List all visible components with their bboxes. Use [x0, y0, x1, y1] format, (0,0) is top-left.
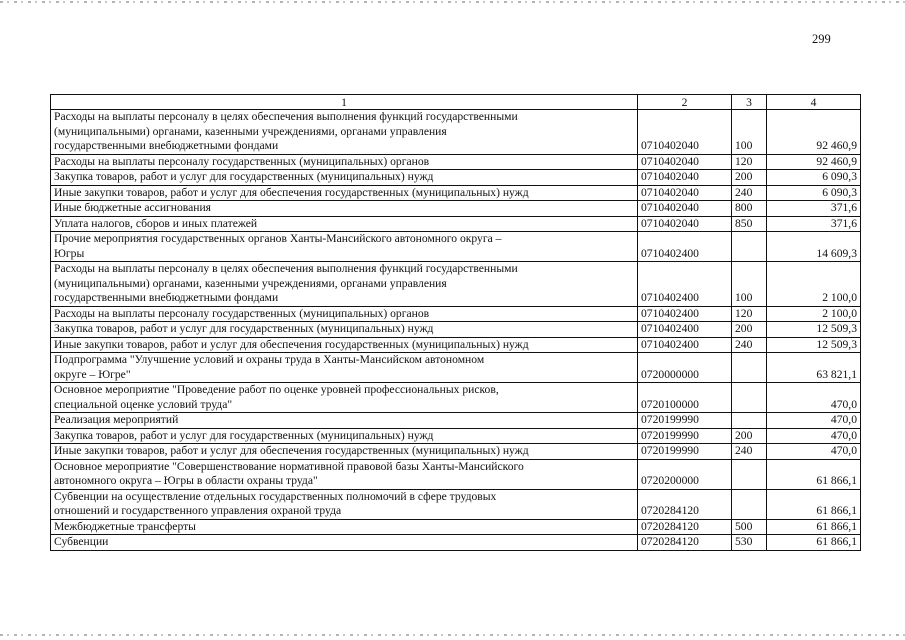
table-row [51, 353, 861, 383]
row-name-line: Реализация мероприятий [54, 413, 179, 426]
row-code: 0720284120 [638, 519, 732, 535]
row-amount: 12 509,3 [767, 322, 861, 338]
row-code: 0720200000 [638, 459, 732, 489]
row-name-line: Прочие мероприятия государственных органов Ханты-Мансийского автономного округа – [54, 232, 502, 245]
row-name [51, 110, 638, 155]
row-name-line: Иные бюджетные ассигнования [54, 201, 211, 214]
row-name-line: Иные закупки товаров, работ и услуг для обеспечения государственных (муниципальных) нужд [54, 185, 529, 199]
row-name-line: Иные закупки товаров, работ и услуг для обеспечения государственных (муниципальных) нужд [54, 337, 529, 351]
table-row [51, 428, 861, 444]
row-type: 530 [732, 535, 767, 551]
row-amount: 2 100,0 [767, 306, 861, 322]
row-amount: 371,6 [767, 201, 861, 217]
row-type: 240 [732, 444, 767, 460]
row-amount: 63 821,1 [767, 353, 861, 383]
row-name-line: округе – Югре" [54, 367, 131, 381]
row-code: 0720100000 [638, 383, 732, 413]
row-name-line: Субвенции на осуществление отдельных государственных полномочий в сфере трудовых [54, 489, 497, 503]
row-name [51, 154, 638, 170]
row-type [732, 353, 767, 383]
row-amount: 92 460,9 [767, 110, 861, 155]
row-name [51, 353, 638, 383]
row-code: 0720000000 [638, 353, 732, 383]
table-row [51, 519, 861, 535]
row-name [51, 216, 638, 232]
row-name [51, 337, 638, 353]
row-type: 240 [732, 337, 767, 353]
row-type [732, 232, 767, 262]
page-number: 299 [812, 32, 831, 46]
row-name [51, 201, 638, 217]
row-name [51, 444, 638, 460]
row-code: 0720199990 [638, 428, 732, 444]
table-row [51, 413, 861, 429]
row-amount: 470,0 [767, 413, 861, 429]
header-col-name: 1 [51, 95, 638, 110]
row-name-line: Закупка товаров, работ и услуг для государственных (муниципальных) нужд [54, 322, 434, 335]
row-type: 100 [732, 262, 767, 307]
row-name-line: Расходы на выплаты персоналу государственных (муниципальных) органов [54, 154, 430, 168]
table-row [51, 216, 861, 232]
row-name-line: Уплата налогов, сборов и иных платежей [54, 216, 258, 230]
row-amount: 61 866,1 [767, 459, 861, 489]
row-name-line: государственными внебюджетными фондами [54, 291, 279, 304]
table-row [51, 170, 861, 186]
row-amount: 61 866,1 [767, 489, 861, 519]
row-name-line: Основное мероприятие "Проведение работ по оценке уровней профессиональных рисков, [54, 383, 499, 396]
row-name [51, 185, 638, 201]
table-row [51, 262, 861, 307]
row-name-line: Закупка товаров, работ и услуг для государственных (муниципальных) нужд [54, 428, 434, 442]
table-row [51, 154, 861, 170]
table-row [51, 459, 861, 489]
table-row [51, 383, 861, 413]
table-row [51, 444, 861, 460]
row-name-line: Основное мероприятие "Совершенствование нормативной правовой базы Ханты-Мансийского [54, 459, 524, 473]
row-name-line: Иные закупки товаров, работ и услуг для обеспечения государственных (муниципальных) нужд [54, 444, 529, 457]
header-row [51, 95, 861, 110]
row-code: 0710402040 [638, 185, 732, 201]
row-name-line: (муниципальными) органами, казенными учреждениями, органами управления [54, 276, 447, 290]
row-code: 0710402040 [638, 154, 732, 170]
row-name-line: Расходы на выплаты персоналу государственных (муниципальных) органов [54, 306, 430, 320]
row-name [51, 535, 638, 551]
row-name-line: Межбюджетные трансферты [54, 519, 196, 533]
row-type [732, 413, 767, 429]
row-code: 0720199990 [638, 444, 732, 460]
row-name-line: государственными внебюджетными фондами [54, 139, 279, 152]
row-name [51, 489, 638, 519]
row-type: 200 [732, 322, 767, 338]
row-name-line: (муниципальными) органами, казенными учреждениями, органами управления [54, 124, 447, 138]
row-amount: 12 509,3 [767, 337, 861, 353]
table-row [51, 306, 861, 322]
row-type: 200 [732, 170, 767, 186]
row-name [51, 232, 638, 262]
row-name [51, 459, 638, 489]
row-amount: 92 460,9 [767, 154, 861, 170]
row-code: 0710402400 [638, 322, 732, 338]
row-amount: 470,0 [767, 383, 861, 413]
row-amount: 61 866,1 [767, 519, 861, 535]
header-col-amount: 4 [767, 95, 861, 110]
row-name-line: автономного округа – Югры в области охраны труда" [54, 474, 318, 487]
row-amount: 6 090,3 [767, 185, 861, 201]
row-type [732, 489, 767, 519]
row-code: 0720284120 [638, 489, 732, 519]
row-name-line: Закупка товаров, работ и услуг для государственных (муниципальных) нужд [54, 170, 434, 183]
scan-edge-bottom [0, 634, 905, 636]
row-amount: 61 866,1 [767, 535, 861, 551]
row-code: 0710402400 [638, 337, 732, 353]
row-type: 500 [732, 519, 767, 535]
row-name-line: Югры [54, 246, 85, 260]
table-row [51, 232, 861, 262]
row-name [51, 413, 638, 429]
row-name [51, 428, 638, 444]
row-name [51, 306, 638, 322]
row-name-line: Подпрограмма "Улучшение условий и охраны труда в Ханты-Мансийском автономном [54, 353, 485, 366]
row-code: 0710402400 [638, 306, 732, 322]
row-name [51, 170, 638, 186]
table-body [51, 110, 861, 551]
row-name-line: специальной оценке условий труда" [54, 397, 233, 411]
row-type: 800 [732, 201, 767, 217]
row-amount: 371,6 [767, 216, 861, 232]
row-type [732, 459, 767, 489]
row-type: 120 [732, 306, 767, 322]
row-type: 850 [732, 216, 767, 232]
table-row [51, 535, 861, 551]
row-name [51, 322, 638, 338]
table-row [51, 322, 861, 338]
row-amount: 6 090,3 [767, 170, 861, 186]
row-name [51, 519, 638, 535]
row-type [732, 383, 767, 413]
row-name-line: Расходы на выплаты персоналу в целях обеспечения выполнения функций государственными [54, 262, 518, 275]
row-code: 0710402040 [638, 201, 732, 217]
table-row [51, 110, 861, 155]
row-name-line: Субвенции [54, 535, 109, 548]
row-name-line: отношений и государственного управления охраной труда [54, 504, 342, 517]
header-col-code: 2 [638, 95, 732, 110]
row-name-line: Расходы на выплаты персоналу в целях обеспечения выполнения функций государственными [54, 110, 518, 123]
row-code: 0710402040 [638, 110, 732, 155]
row-code: 0720284120 [638, 535, 732, 551]
header-col-type: 3 [732, 95, 767, 110]
row-type: 200 [732, 428, 767, 444]
row-amount: 2 100,0 [767, 262, 861, 307]
row-type: 100 [732, 110, 767, 155]
table-row [51, 185, 861, 201]
row-amount: 14 609,3 [767, 232, 861, 262]
row-code: 0710402400 [638, 232, 732, 262]
scan-edge-top [0, 1, 905, 3]
row-code: 0720199990 [638, 413, 732, 429]
row-code: 0710402400 [638, 262, 732, 307]
row-amount: 470,0 [767, 428, 861, 444]
budget-table [50, 94, 861, 551]
table-row [51, 489, 861, 519]
row-type: 240 [732, 185, 767, 201]
table-row [51, 337, 861, 353]
row-type: 120 [732, 154, 767, 170]
row-code: 0710402040 [638, 170, 732, 186]
row-name [51, 262, 638, 307]
row-code: 0710402040 [638, 216, 732, 232]
row-amount: 470,0 [767, 444, 861, 460]
row-name [51, 383, 638, 413]
table-row [51, 201, 861, 217]
